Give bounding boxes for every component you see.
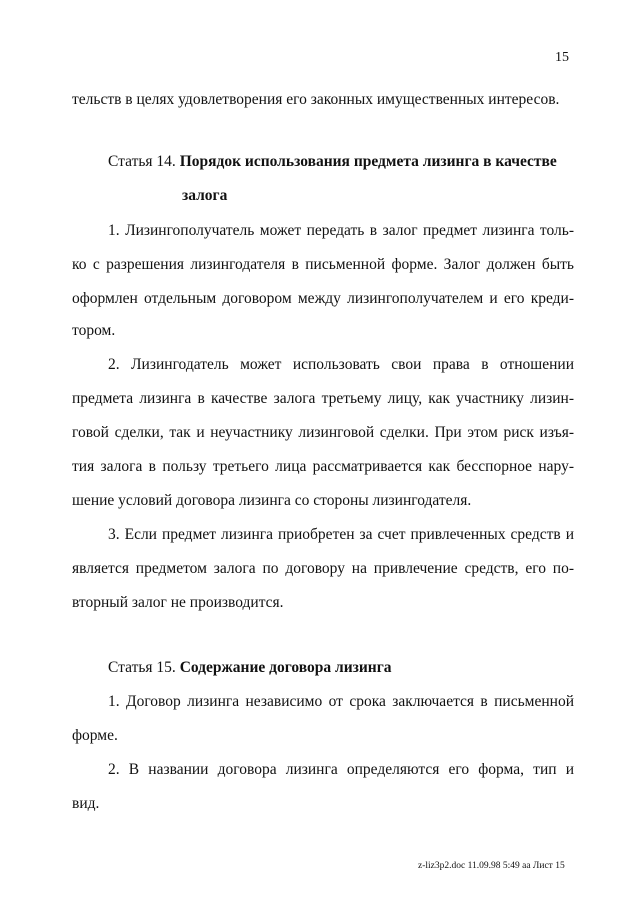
paragraph-line: 1. Договор лизинга независимо от срока заключается в письменной	[108, 693, 574, 710]
article-15-heading	[108, 658, 610, 678]
paragraph-line: 2. В названии договора лизинга определяются его форма, тип и	[108, 761, 574, 778]
article-14-heading	[108, 152, 610, 172]
paragraph-line: ко с разрешения лизингодателя в письменной форме. Залог должен быть	[72, 256, 574, 273]
paragraph-line: вид.	[72, 795, 100, 812]
paragraph-line: оформлен отдельным договором между лизингополучателем и его креди-	[72, 290, 574, 307]
article-15-prefix: Статья 15.	[108, 659, 176, 676]
paragraph-line: вторный залог не производится.	[72, 594, 284, 611]
paragraph-line: 2. Лизингодатель может использовать свои права в отношении	[108, 356, 574, 373]
article-14-title: Порядок использования предмета лизинга в качестве	[179, 153, 557, 170]
article-14-prefix: Статья 14.	[108, 153, 176, 170]
article-15-title: Содержание договора лизинга	[179, 659, 392, 676]
paragraph-line: говой сделки, так и неучастнику лизинговой сделки. При этом риск изъя-	[72, 424, 574, 441]
paragraph-line: форме.	[72, 727, 118, 744]
paragraph-line: предмета лизинга в качестве залога третьему лицу, как участнику лизин-	[72, 390, 574, 407]
paragraph-line: тором.	[72, 322, 116, 339]
paragraph-line: 3. Если предмет лизинга приобретен за счет привлеченных средств и	[108, 526, 574, 543]
page-number: 15	[555, 50, 569, 65]
text-line: тельств в целях удовлетворения его законных имущественных интересов.	[72, 91, 560, 108]
paragraph-line: 1. Лизингополучатель может передать в залог предмет лизинга толь-	[108, 222, 574, 239]
paragraph-line: шение условий договора лизинга со стороны лизингодателя.	[72, 492, 472, 509]
paragraph-line: тия залога в пользу третьего лица рассматривается как бесспорное нару-	[72, 458, 574, 475]
document-footer: z-liz3p2.doc 11.09.98 5:49 aa Лист 15	[418, 861, 565, 871]
paragraph-line: является предметом залога по договору на привлечение средств, его по-	[72, 560, 574, 577]
article-14-title-cont: залога	[182, 187, 228, 204]
